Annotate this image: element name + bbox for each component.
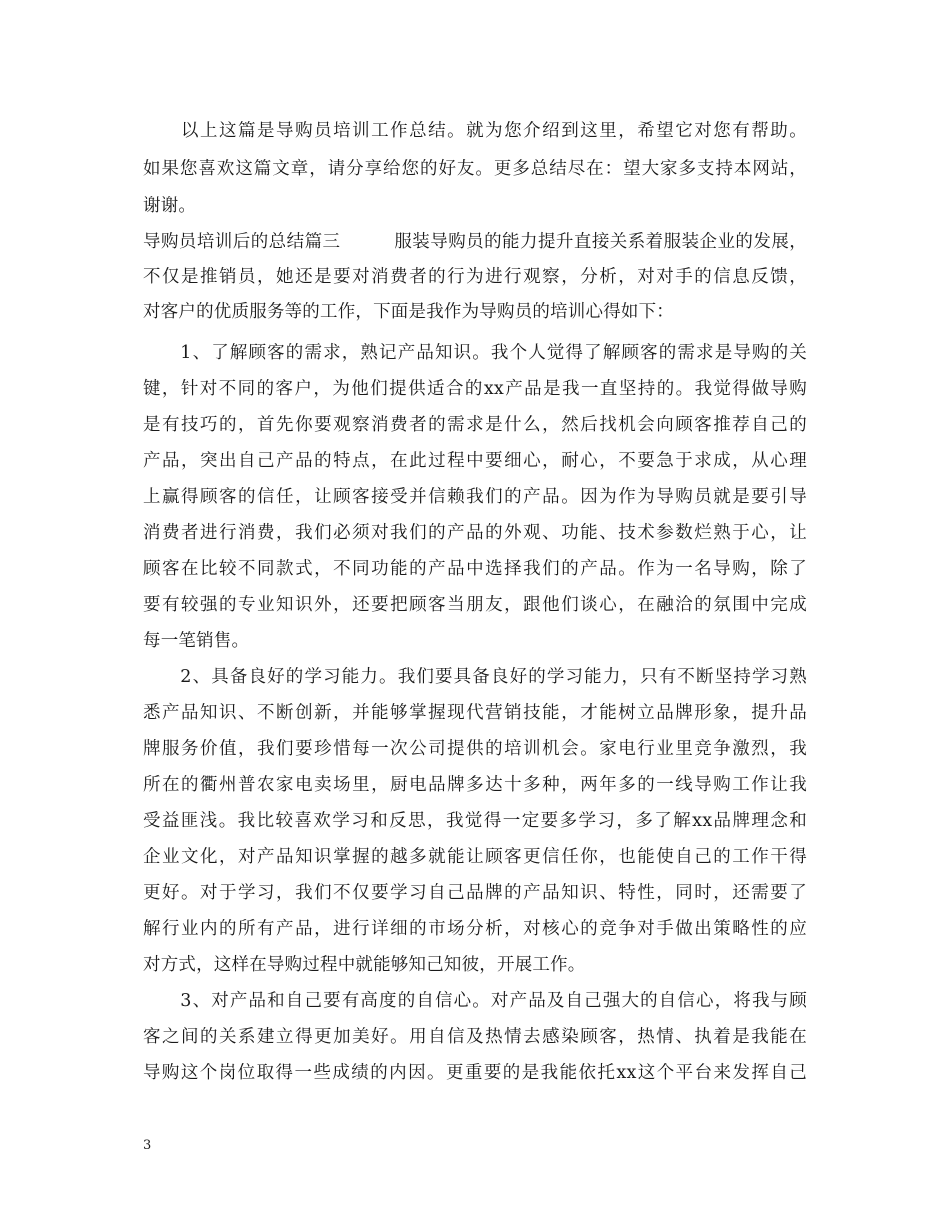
- text-line: 更好。对于学习，我们不仅要学习自己品牌的产品知识、特性，同时，还需要了: [143, 883, 807, 903]
- text-line: 1、了解顾客的需求，熟记产品知识。我个人觉得了解顾客的需求是导购的关: [143, 343, 807, 363]
- text-line: 要有较强的专业知识外，还要把顾客当朋友，跟他们谈心，在融洽的氛围中完成: [143, 595, 807, 615]
- text-line: 上赢得顾客的信任，让顾客接受并信赖我们的产品。因为作为导购员就是要引导: [143, 487, 807, 507]
- text-line: 2、具备良好的学习能力。我们要具备良好的学习能力，只有不断坚持学习熟: [143, 667, 807, 687]
- text-line: 解行业内的所有产品，进行详细的市场分析，对核心的竞争对手做出策略性的应: [143, 919, 807, 939]
- text-line: 消费者进行消费，我们必须对我们的产品的外观、功能、技术参数烂熟于心，让: [143, 523, 807, 543]
- text-line: 产品，突出自己产品的特点，在此过程中要细心，耐心，不要急于求成，从心理: [143, 451, 807, 471]
- text-line: 对客户的优质服务等的工作，下面是我作为导购员的培训心得如下：: [143, 302, 674, 322]
- text-line: 以上这篇是导购员培训工作总结。就为您介绍到这里，希望它对您有帮助。: [143, 121, 807, 141]
- page-number: 3: [143, 1138, 152, 1153]
- text-line: 受益匪浅。我比较喜欢学习和反思，我觉得一定要多学习，多了解xx品牌理念和: [143, 811, 807, 831]
- text-line: 每一笔销售。: [143, 631, 250, 651]
- text-line: 键，针对不同的客户，为他们提供适合的xx产品是我一直坚持的。我觉得做导购: [143, 379, 807, 399]
- text-line: 顾客在比较不同款式，不同功能的产品中选择我们的产品。作为一名导购，除了: [143, 559, 807, 579]
- text-line: 悉产品知识、不断创新，并能够掌握现代营销技能，才能树立品牌形象，提升品: [143, 703, 807, 723]
- text-line: 所在的衢州普农家电卖场里，厨电品牌多达十多种，两年多的一线导购工作让我: [143, 775, 807, 795]
- text-line: 是有技巧的，首先你要观察消费者的需求是什么，然后找机会向顾客推荐自己的: [143, 415, 807, 435]
- text-line: 企业文化，对产品知识掌握的越多就能让顾客更信任你，也能使自己的工作干得: [143, 847, 807, 867]
- text-line: 如果您喜欢这篇文章，请分享给您的好友。更多总结尽在：望大家多支持本网站，: [143, 159, 807, 179]
- text-line: 牌服务价值，我们要珍惜每一次公司提供的培训机会。家电行业里竞争激烈，我: [143, 739, 807, 759]
- text-line: 导购员培训后的总结篇三 服装导购员的能力提升直接关系着服装企业的发展，: [143, 232, 807, 252]
- text-line: 导购这个岗位取得一些成绩的内因。更重要的是我能依托xx这个平台来发挥自己: [143, 1063, 807, 1083]
- text-line: 3、对产品和自己要有高度的自信心。对产品及自己强大的自信心，将我与顾: [143, 991, 807, 1011]
- text-line: 谢谢。: [143, 196, 197, 216]
- text-line: 客之间的关系建立得更加美好。用自信及热情去感染顾客，热情、执着是我能在: [143, 1027, 807, 1047]
- text-line: 对方式，这样在导购过程中就能够知己知彼，开展工作。: [143, 955, 586, 975]
- text-line: 不仅是推销员，她还是要对消费者的行为进行观察，分析，对对手的信息反馈，: [143, 267, 807, 287]
